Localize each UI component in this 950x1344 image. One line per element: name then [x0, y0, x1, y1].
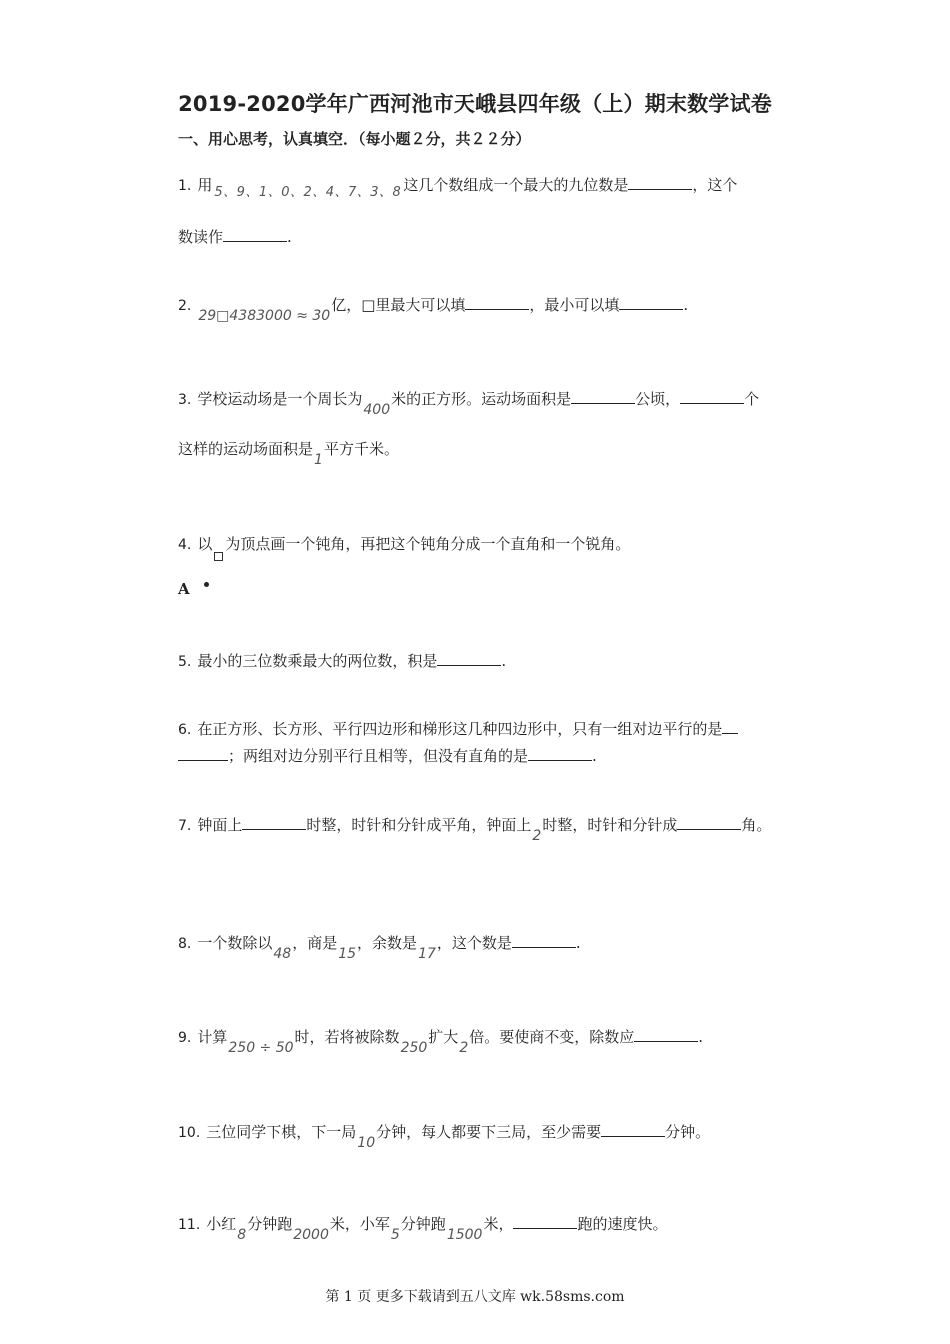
question-3: 3. 学校运动场是一个周长为400米的正方形。运动场面积是 公顷， 个: [178, 390, 760, 418]
answer-blank[interactable]: [677, 815, 741, 830]
point-dot: [204, 582, 209, 587]
question-number: 1.: [178, 178, 192, 194]
section-heading: 一、用心思考，认真填空．（每小题２分，共２２分）: [178, 130, 531, 148]
question-number: 7.: [178, 818, 192, 834]
answer-blank[interactable]: [571, 389, 635, 404]
answer-blank[interactable]: [634, 1027, 698, 1042]
question-3-line-2: 这样的运动场面积是1平方千米。: [178, 440, 399, 468]
question-number: 5.: [178, 654, 192, 670]
answer-blank[interactable]: [242, 815, 306, 830]
question-8: 8. 一个数除以48，商是15，余数是17，这个数是 .: [178, 934, 581, 962]
question-11: 11. 小红8分钟跑2000米，小军5分钟跑1500米， 跑的速度快。: [178, 1215, 668, 1243]
question-number: 11.: [178, 1217, 201, 1233]
placeholder-box-icon: [214, 552, 223, 561]
question-10: 10. 三位同学下棋，下一局10分钟，每人都要下三局，至少需要 分钟。: [178, 1123, 711, 1151]
question-9: 9. 计算250 ÷ 50时，若将被除数250扩大2倍。要使商不变，除数应 .: [178, 1028, 704, 1056]
answer-blank[interactable]: [513, 1214, 577, 1229]
answer-blank[interactable]: [512, 933, 576, 948]
question-number: 2.: [178, 298, 192, 314]
digit-list: 5、9、1、0、2、4、7、3、8: [214, 185, 402, 200]
answer-blank[interactable]: [223, 227, 287, 242]
question-1-line-2: 数读作 .: [178, 228, 292, 246]
answer-blank[interactable]: [465, 295, 529, 310]
answer-blank[interactable]: [722, 719, 738, 734]
question-7: 7. 钟面上 时整，时针和分针成平角，钟面上2时整，时针和分针成 角。: [178, 816, 772, 844]
question-1: 1. 用 5、9、1、0、2、4、7、3、8 这几个数组成一个最大的九位数是 ，这个: [178, 174, 737, 198]
answer-blank[interactable]: [619, 295, 683, 310]
answer-blank[interactable]: [601, 1122, 665, 1137]
question-number: 10.: [178, 1125, 201, 1141]
question-6: 6. 在正方形、长方形、平行四边形和梯形这几种四边形中，只有一组对边平行的是: [178, 718, 738, 741]
point-label: A: [178, 580, 190, 598]
question-number: 6.: [178, 722, 192, 738]
answer-blank[interactable]: [680, 389, 744, 404]
math-expression: 29□4383000 ≈ 30: [198, 308, 331, 324]
answer-blank[interactable]: [628, 175, 692, 190]
question-5: 5. 最小的三位数乘最大的两位数，积是 .: [178, 652, 507, 670]
page-footer: 第 1 页 更多下载请到五八文库 wk.58sms.com: [325, 1289, 625, 1305]
answer-blank[interactable]: [528, 746, 592, 761]
question-number: 3.: [178, 392, 192, 408]
question-number: 9.: [178, 1030, 192, 1046]
question-2: 2.29□4383000 ≈ 30亿，□里最大可以填 ，最小可以填 .: [178, 294, 688, 317]
question-number: 8.: [178, 936, 192, 952]
page-title: 2019-2020学年广西河池市天峨县四年级（上）期末数学试卷: [178, 92, 772, 116]
answer-blank[interactable]: [437, 651, 501, 666]
question-4: 4. 以 为顶点画一个钝角，再把这个钝角分成一个直角和一个锐角。: [178, 533, 630, 556]
question-6-line-2: ；两组对边分别平行且相等，但没有直角的是 .: [178, 745, 597, 767]
question-number: 4.: [178, 537, 192, 553]
answer-blank[interactable]: [178, 746, 228, 761]
